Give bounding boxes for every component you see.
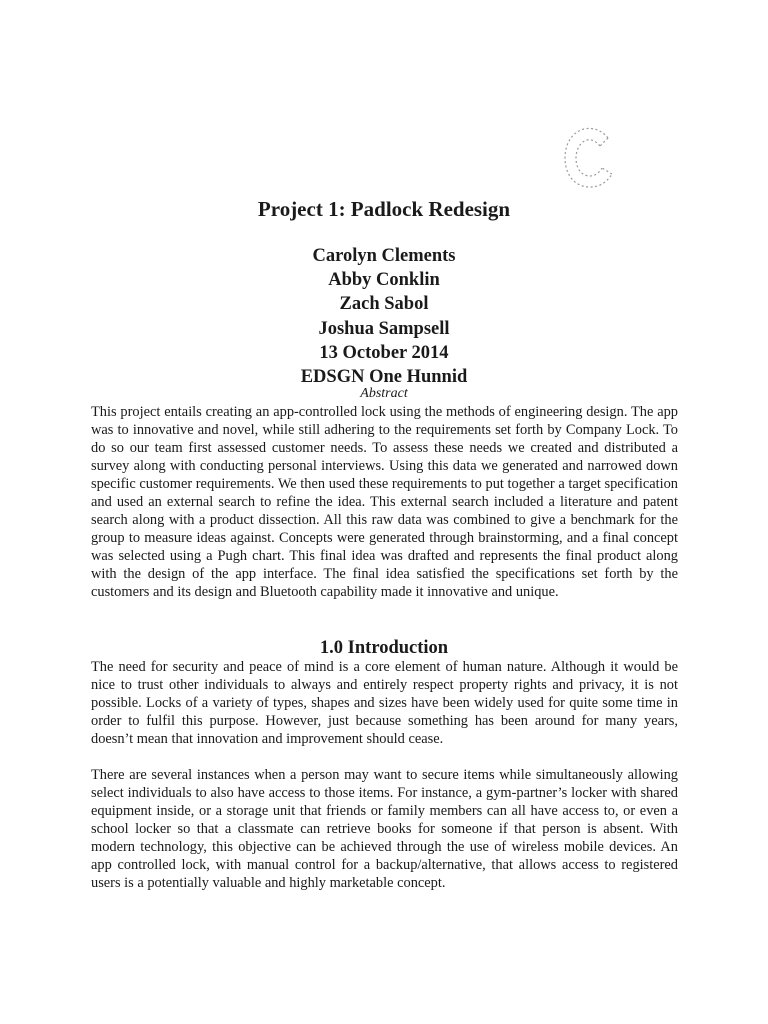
intro-paragraph: There are several instances when a person may want to secure items while simultaneously allowing select individuals to also have access to those items. For instance, a gym-partner’s locker with shared equipment inside, or a storage unit that friends or family members can all have access to, or even a school locker so that a classmate can retrieve books for someone if that person is absent. With modern technology, this objective can be achieved through the use of wireless mobile devices. An app controlled lock, with manual control for a backup/alternative, that allows access to registered users is a potentially valuable and highly marketable concept. (91, 767, 678, 891)
paper-title: Project 1: Padlock Redesign (257, 197, 511, 221)
author-name: Abby Conklin (328, 270, 440, 291)
paper-date: 13 October 2014 (319, 342, 449, 363)
course-name: EDSGN One Hunnid (300, 366, 468, 387)
c-logo-icon (560, 124, 620, 192)
intro-paragraph: The need for security and peace of mind is a core element of human nature. Although it would be nice to trust other individuals to always and entirely respect property rights and privacy, it is not possible. Locks of a variety of types, shapes and sizes have been widely used for quite some time in order to fulfil this purpose. However, just because something has been around for many years, doesn’t mean that innovation and improvement should cease. (91, 659, 678, 747)
abstract-label: Abstract (360, 386, 408, 401)
author-block (0, 244, 768, 389)
author-name: Zach Sabol (339, 294, 429, 315)
abstract-text: This project entails creating an app-controlled lock using the methods of engineering design. The app was to innovative and novel, while still adhering to the requirements set forth by Company Lock. To do so our team first assessed customer needs. To assess these needs we created and distributed a survey along with conducting personal interviews. Using this data we generated and narrowed down specific customer requirements. We then used these requirements to put together a target specification and used an external search to refine the idea. This external search included a literature and patent search along with a product dissection. All this raw data was combined to give a benchmark for the group to measure ideas against. Concepts were generated through brainstorming, and a final concept was selected using a Pugh chart. This final idea was drafted and represents the final product along with the design of the app interface. The final idea satisfied the specifications set forth by the customers and its design and Bluetooth capability made it innovative and unique. (91, 404, 678, 600)
section-heading-introduction: 1.0 Introduction (319, 638, 449, 658)
author-name: Carolyn Clements (312, 246, 456, 266)
author-name: Joshua Sampsell (318, 318, 450, 339)
